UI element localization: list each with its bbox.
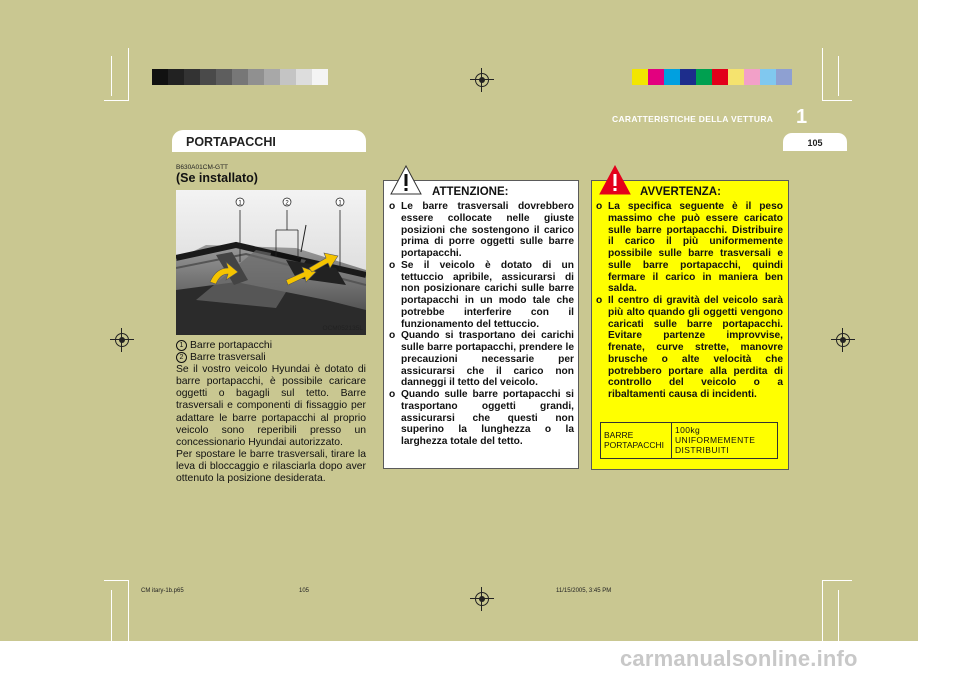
callout-number: 1 <box>238 200 242 207</box>
registration-mark-icon <box>475 73 489 87</box>
color-swatch <box>760 69 776 85</box>
section-code: B630A01CM-GTT <box>176 164 229 171</box>
bullet: o <box>389 330 396 342</box>
color-swatch <box>232 69 248 85</box>
crop-mark <box>104 580 129 581</box>
warning-list <box>596 201 783 401</box>
warning-item <box>596 201 783 295</box>
load-label-line: UNIFORMEMENTE <box>675 435 756 445</box>
section-title: PORTAPACCHI <box>172 130 366 152</box>
caution-item <box>389 201 574 260</box>
color-swatch <box>680 69 696 85</box>
body-text <box>176 340 366 485</box>
color-swatch <box>248 69 264 85</box>
warning-title: AVVERTENZA: <box>640 186 721 198</box>
caution-item <box>389 260 574 331</box>
warning-triangle-icon <box>599 165 631 195</box>
color-swatch <box>312 69 328 85</box>
color-swatch <box>728 69 744 85</box>
legend-item <box>176 340 366 352</box>
caution-item <box>389 330 574 389</box>
color-swatch <box>264 69 280 85</box>
crop-mark <box>822 48 823 100</box>
color-swatch <box>632 69 648 85</box>
bullet: o <box>389 389 396 400</box>
crop-mark <box>111 590 112 641</box>
color-swatch <box>168 69 184 85</box>
load-label-left <box>601 423 672 458</box>
crop-mark <box>822 100 852 101</box>
color-swatch <box>200 69 216 85</box>
caution-item-text: Le barre trasversali dovrebbero essere collocate nelle giuste posizioni che sostengono il carico prima di porre oggetti sulle barre portapacchi. <box>401 201 574 259</box>
legend-text: Barre portapacchi <box>190 340 273 351</box>
chapter-number: 1 <box>796 106 808 128</box>
registration-mark-icon <box>475 592 489 606</box>
registration-mark-icon <box>115 333 129 347</box>
caution-item-text: Quando sulle barre portapacchi si trasportano oggetti grandi, assicurarsi che questi non superino la lunghezza o la larghezza totale del tetto. <box>401 389 574 447</box>
bullet: o <box>596 201 603 212</box>
legend-item <box>176 352 366 364</box>
bullet: o <box>389 259 396 271</box>
crop-mark <box>838 56 839 96</box>
color-swatch <box>776 69 792 85</box>
color-swatch <box>216 69 232 85</box>
caution-triangle-icon <box>390 165 422 195</box>
caution-item <box>389 389 574 448</box>
color-swatch <box>744 69 760 85</box>
crop-mark <box>111 56 112 96</box>
color-swatch <box>152 69 168 85</box>
color-swatch <box>296 69 312 85</box>
registration-mark-icon <box>836 333 850 347</box>
warning-item <box>596 295 783 401</box>
crop-mark <box>104 100 129 101</box>
caution-box <box>383 180 579 469</box>
body-paragraph: Se il vostro veicolo Hyundai è dotato di barre portapacchi, è possibile caricare oggetti o bagagli sul tetto. Barre trasversali e componenti di fissaggio per adattare le barre portapacchi al proprio veicolo sono reperibili presso un concessionario Hyundai autorizzato. <box>176 364 366 448</box>
photo-code: OCM052135L <box>322 325 363 332</box>
color-swatch <box>280 69 296 85</box>
caution-item-text: Se il veicolo è dotato di un tettuccio apribile, assicurarsi di non posizionare carichi sulle barre portapacchi in un modo tale che potrebbe interferire con il funzionamento del tettuccio. <box>401 259 574 330</box>
chapter-label: CARATTERISTICHE DELLA VETTURA <box>612 114 774 124</box>
bullet: o <box>389 201 396 212</box>
crop-mark <box>128 48 129 100</box>
footer-date: 11/15/2005, 3:45 PM <box>556 588 612 594</box>
legend-text: Barre trasversali <box>190 352 266 364</box>
color-swatch <box>712 69 728 85</box>
load-label <box>600 422 778 459</box>
caution-item-text: Quando si trasportano dei carichi sulle barre portapacchi, prendere le precauzioni necessarie per assicurarsi che il carico non danneggi il tetto del veicolo. <box>401 330 574 389</box>
caution-list <box>389 201 574 448</box>
crop-mark <box>128 580 129 641</box>
footer-page-number: 105 <box>299 588 310 594</box>
load-label-line: BARRE <box>604 430 634 440</box>
roof-rack-photo <box>176 190 366 335</box>
load-label-right <box>672 423 777 458</box>
body-paragraph: Per spostare le barre trasversali, tirare la leva di bloccaggio e rilasciarla dopo aver ottenuto la posizione desiderata. <box>176 448 366 485</box>
callout-number: 2 <box>285 200 289 207</box>
watermark: carmanualsonline.info <box>620 646 858 671</box>
legend-number: 1 <box>176 340 187 351</box>
page-number: 105 <box>783 133 847 151</box>
bullet: o <box>596 295 603 306</box>
load-label-line: 100kg <box>675 425 701 435</box>
grayscale-color-bar <box>152 69 328 85</box>
warning-item-text: Il centro di gravità del veicolo sarà più alto quando gli oggetti vengono caricati sulle barre portapacchi. Evitare partenze improvvise, frenate, curve strette, manovre brusche o alte velocità che potrebbero portare alla perdita di controllo del veicolo o a ribaltamenti causa di incidenti. <box>608 295 783 400</box>
color-swatch <box>184 69 200 85</box>
warning-box <box>591 180 789 470</box>
crop-mark <box>822 580 823 641</box>
load-label-line: DISTRIBUITI <box>675 445 729 455</box>
color-swatch <box>696 69 712 85</box>
load-label-line: PORTAPACCHI <box>604 440 664 450</box>
crop-mark <box>838 590 839 641</box>
color-swatch <box>648 69 664 85</box>
callout-number: 1 <box>338 200 342 207</box>
crop-mark <box>822 580 852 581</box>
roof-rack-illustration <box>176 190 366 335</box>
caution-title: ATTENZIONE: <box>432 186 509 198</box>
color-calibration-bar <box>632 69 792 85</box>
color-swatch <box>664 69 680 85</box>
warning-item-text: La specifica seguente è il peso massimo che può essere caricato sulle barre portapacchi. Distribuire il carico il più uniformemente possibile sulle barre trasversali e sulle barre portapacchi, quindi fermare il carico in maniera ben salda. <box>608 201 783 295</box>
section-subtitle: (Se installato) <box>176 171 258 185</box>
footer-filename: CM itary-1b.p65 <box>141 588 184 594</box>
legend-number: 2 <box>176 352 187 363</box>
